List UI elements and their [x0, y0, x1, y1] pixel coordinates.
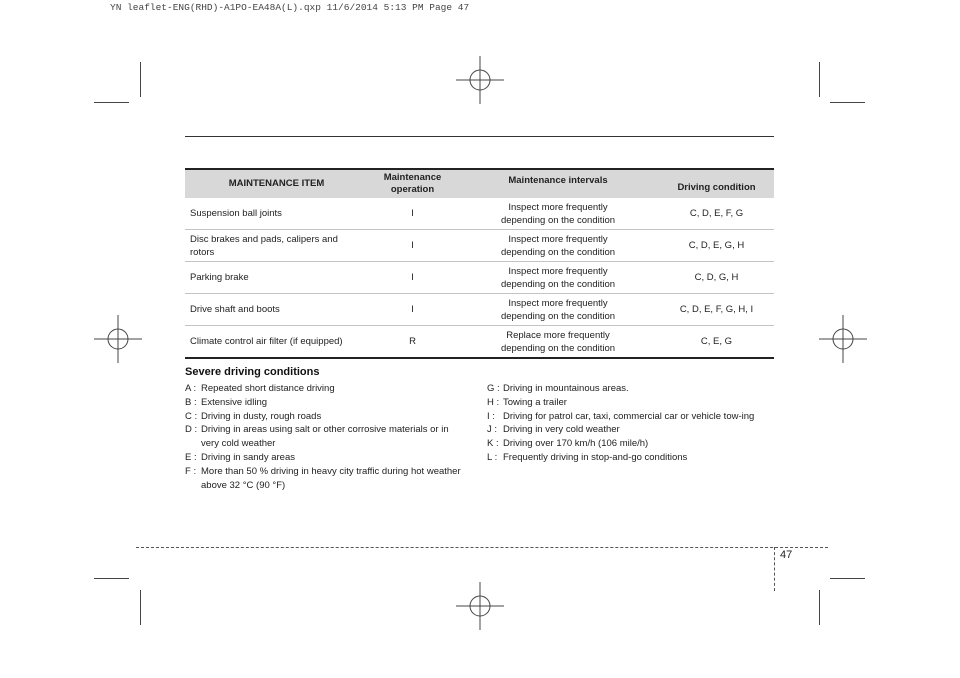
- condition-key: C :: [185, 410, 198, 422]
- condition-text: Driving in sandy areas: [201, 451, 295, 463]
- registration-mark-top-icon: [456, 56, 504, 104]
- cell-operation: I: [368, 262, 457, 294]
- cell-condition: C, D, E, F, G: [659, 198, 774, 230]
- interval-line1: Inspect more frequently: [508, 297, 608, 309]
- footer-dashed-rule: [136, 547, 828, 548]
- cell-condition: C, E, G: [659, 326, 774, 359]
- cell-item: Climate control air filter (if equipped): [185, 326, 368, 359]
- table-row: [185, 294, 774, 326]
- condition-text: More than 50 % driving in heavy city traffic during hot weather above 32 °C (90 °F): [201, 465, 461, 491]
- cell-item: Parking brake: [185, 262, 368, 294]
- crop-mark-top-right-h: [830, 102, 865, 103]
- registration-mark-left-icon: [94, 315, 142, 363]
- cell-interval: [457, 198, 659, 230]
- condition-key: A :: [185, 383, 197, 394]
- cell-item: Drive shaft and boots: [185, 294, 368, 326]
- condition-key: J :: [487, 424, 498, 436]
- interval-line2: depending on the condition: [500, 214, 616, 226]
- header-driving-condition: Driving condition: [659, 169, 774, 198]
- crop-mark-bottom-left-h: [94, 578, 129, 579]
- top-rule: [185, 136, 774, 137]
- condition-text: Driving for patrol car, taxi, commercial car or vehicle tow-ing: [503, 410, 755, 422]
- cell-condition: C, D, G, H: [659, 262, 774, 294]
- table-row: [185, 230, 774, 262]
- severe-conditions-heading: Severe driving conditions: [185, 366, 320, 378]
- condition-key: K :: [487, 438, 499, 450]
- crop-mark-top-left-v: [140, 62, 141, 97]
- cell-interval: [457, 294, 659, 326]
- condition-text: Frequently driving in stop-and-go conditions: [503, 451, 688, 463]
- print-header: YN leaflet-ENG(RHD)-A1PO-EA48A(L).qxp 11/6/2014 5:13 PM Page 47: [110, 2, 470, 13]
- condition-text: Driving in dusty, rough roads: [201, 410, 322, 422]
- condition-text: Driving in areas using salt or other corrosive materials or in very cold weather: [201, 424, 449, 450]
- table-row: [185, 326, 774, 359]
- interval-line2: depending on the condition: [500, 342, 616, 354]
- table-row: [185, 262, 774, 294]
- cell-condition: C, D, E, F, G, H, I: [659, 294, 774, 326]
- condition-text: Towing a trailer: [503, 396, 567, 408]
- crop-mark-top-right-v: [819, 62, 820, 97]
- page-number-divider: [774, 547, 775, 591]
- conditions-list-left: [185, 382, 467, 492]
- condition-key: F :: [185, 465, 197, 477]
- condition-key: L :: [487, 451, 498, 463]
- crop-mark-bottom-right-h: [830, 578, 865, 579]
- list-item: [185, 451, 467, 465]
- table-row: [185, 198, 774, 230]
- conditions-list-right: [487, 382, 777, 465]
- interval-line1: Inspect more frequently: [508, 233, 608, 245]
- list-item: [185, 423, 467, 451]
- crop-mark-top-left-h: [94, 102, 129, 103]
- cell-operation: I: [368, 294, 457, 326]
- cell-operation: I: [368, 230, 457, 262]
- list-item: [487, 382, 777, 396]
- cell-interval: [457, 262, 659, 294]
- list-item: [185, 396, 467, 410]
- interval-line1: Replace more frequently: [506, 329, 610, 341]
- header-maintenance-operation: [368, 169, 457, 198]
- header-maintenance-intervals: Maintenance intervals: [457, 169, 659, 198]
- list-item: [487, 396, 777, 410]
- cell-operation: I: [368, 198, 457, 230]
- crop-mark-bottom-left-v: [140, 590, 141, 625]
- list-item: [487, 410, 777, 424]
- cell-interval: [457, 230, 659, 262]
- cell-interval: [457, 326, 659, 359]
- maintenance-table: [185, 168, 774, 359]
- header-operation-line2: operation: [390, 184, 435, 195]
- page-number: 47: [780, 549, 793, 561]
- condition-text: Driving in mountainous areas.: [503, 383, 629, 394]
- condition-key: G :: [487, 383, 500, 394]
- condition-key: H :: [487, 396, 500, 408]
- list-item: [185, 410, 467, 424]
- cell-item: Disc brakes and pads, calipers and rotors: [185, 230, 368, 262]
- registration-mark-right-icon: [819, 315, 867, 363]
- list-item: [487, 437, 777, 451]
- header-operation-line1: Maintenance: [383, 172, 442, 183]
- crop-mark-bottom-right-v: [819, 590, 820, 625]
- list-item: [487, 451, 777, 465]
- interval-line1: Inspect more frequently: [508, 201, 608, 213]
- interval-line2: depending on the condition: [500, 246, 616, 258]
- condition-text: Driving over 170 km/h (106 mile/h): [503, 438, 649, 450]
- condition-key: B :: [185, 396, 197, 408]
- interval-line2: depending on the condition: [500, 278, 616, 290]
- list-item: [487, 423, 777, 437]
- list-item: [185, 465, 467, 493]
- condition-text: Extensive idling: [201, 396, 268, 408]
- list-item: [185, 382, 467, 396]
- condition-text: Driving in very cold weather: [503, 424, 620, 436]
- interval-line2: depending on the condition: [500, 310, 616, 322]
- condition-text: Repeated short distance driving: [201, 383, 335, 394]
- table-header-row: [185, 169, 774, 198]
- cell-operation: R: [368, 326, 457, 359]
- condition-key: I :: [487, 410, 495, 422]
- condition-key: D :: [185, 424, 198, 436]
- header-maintenance-item: MAINTENANCE ITEM: [185, 169, 368, 198]
- registration-mark-bottom-icon: [456, 582, 504, 630]
- condition-key: E :: [185, 451, 197, 463]
- cell-item: Suspension ball joints: [185, 198, 368, 230]
- cell-condition: C, D, E, G, H: [659, 230, 774, 262]
- interval-line1: Inspect more frequently: [508, 265, 608, 277]
